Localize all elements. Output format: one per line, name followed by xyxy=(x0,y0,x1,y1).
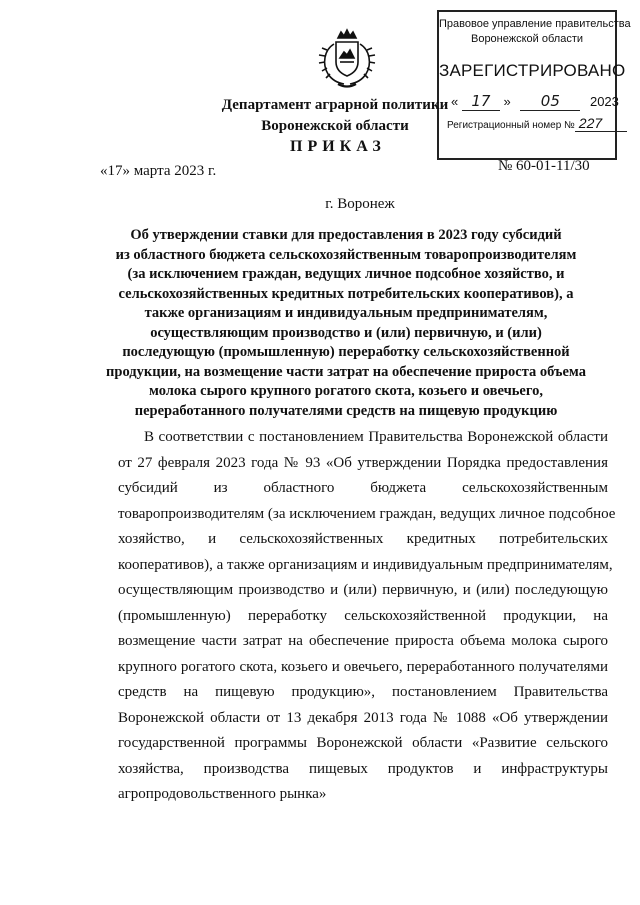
coat-of-arms-icon xyxy=(314,28,380,90)
body-line: агропродовольственного рынка» xyxy=(118,786,327,802)
order-date: «17» марта 2023 г. xyxy=(100,163,217,179)
title-line: переработанного получателями средств на пищевую продукцию xyxy=(134,402,558,419)
title-line: (за исключением граждан, ведущих личное подсобное хозяйство, и xyxy=(127,266,565,282)
department-line1: Департамент аграрной политики xyxy=(221,97,449,113)
stamp-date-month: 05 xyxy=(540,92,560,110)
title-line: Об утверждении ставки для предоставления в 2023 году субсидий xyxy=(130,227,562,243)
stamp-date-year: 2023 xyxy=(589,94,619,109)
body-line: государственной программы Воронежской области «Развитие сельского xyxy=(118,735,608,751)
stamp-reg-number xyxy=(447,115,617,132)
title-line: сельскохозяйственных кредитных потребительских кооперативов), а xyxy=(118,285,574,302)
body-line: (промышленную) переработку сельскохозяйственной продукции, на xyxy=(118,607,608,624)
registration-stamp xyxy=(437,10,631,160)
stamp-authority-line1: Правовое управление правительства xyxy=(439,18,631,30)
title-line: продукции, на возмещение части затрат на обеспечение прироста объема xyxy=(106,363,586,380)
body-line: товаропроизводителям (за исключением граждан, ведущих личное подсобное xyxy=(118,505,616,522)
body-line: субсидий из областного бюджета сельскохозяйственным xyxy=(118,480,608,496)
department-line2: Воронежской области xyxy=(261,118,409,134)
city: г. Воронеж xyxy=(325,196,395,212)
order-title xyxy=(96,226,596,421)
title-line: также организациям и индивидуальным предпринимателям, xyxy=(144,305,548,321)
stamp-reg-label: Регистрационный номер № xyxy=(447,120,575,131)
stamp-registered-label: ЗАРЕГИСТРИРОВАНО xyxy=(439,61,626,80)
body-line: средств на пищевую продукцию», постановлением Правительства xyxy=(118,684,608,700)
title-line: молока сырого крупного рогатого скота, козьего и овечьего, xyxy=(149,383,543,399)
body-line: хозяйства, производства пищевых продуктов и инфраструктуры xyxy=(118,760,608,777)
body-line: от 27 февраля 2023 года № 93 «Об утверждении Порядка предоставления xyxy=(118,454,608,471)
stamp-authority-line2: Воронежской области xyxy=(470,33,583,45)
body-line: хозяйство, и сельскохозяйственных кредитных потребительских xyxy=(118,531,608,547)
title-line: последующую (промышленную) переработку сельскохозяйственной xyxy=(122,344,570,360)
stamp-date-open-quote: « xyxy=(451,94,459,109)
stamp-date xyxy=(451,92,619,111)
body-line: кооперативов), а также организациям и индивидуальным предпринимателям, xyxy=(118,556,613,573)
body-paragraph xyxy=(118,425,616,808)
document-type: ПРИКАЗ xyxy=(290,138,386,155)
stamp-date-day: 17 xyxy=(471,92,491,110)
body-line: возмещение части затрат на обеспечение прироста объема молока сырого xyxy=(118,633,608,649)
body-line: Воронежской области от 13 декабря 2013 года № 1088 «Об утверждении xyxy=(118,709,608,726)
body-line: крупного рогатого скота, козьего и овечьего, переработанного получателями xyxy=(118,658,608,675)
body-line: осуществляющим производство и (или) первичную, и (или) последующую xyxy=(118,582,608,598)
body-line: В соответствии с постановлением Правительства Воронежской области xyxy=(144,429,608,445)
title-line: из областного бюджета сельскохозяйственным товаропроизводителям xyxy=(115,246,577,263)
department-name xyxy=(200,95,470,137)
stamp-date-close-quote: » xyxy=(503,94,511,109)
order-number: № 60-01-11/30 xyxy=(498,158,590,174)
title-line: осуществляющим производство и (или) первичную, и (или) xyxy=(150,324,542,341)
stamp-reg-value: 227 xyxy=(578,115,603,131)
